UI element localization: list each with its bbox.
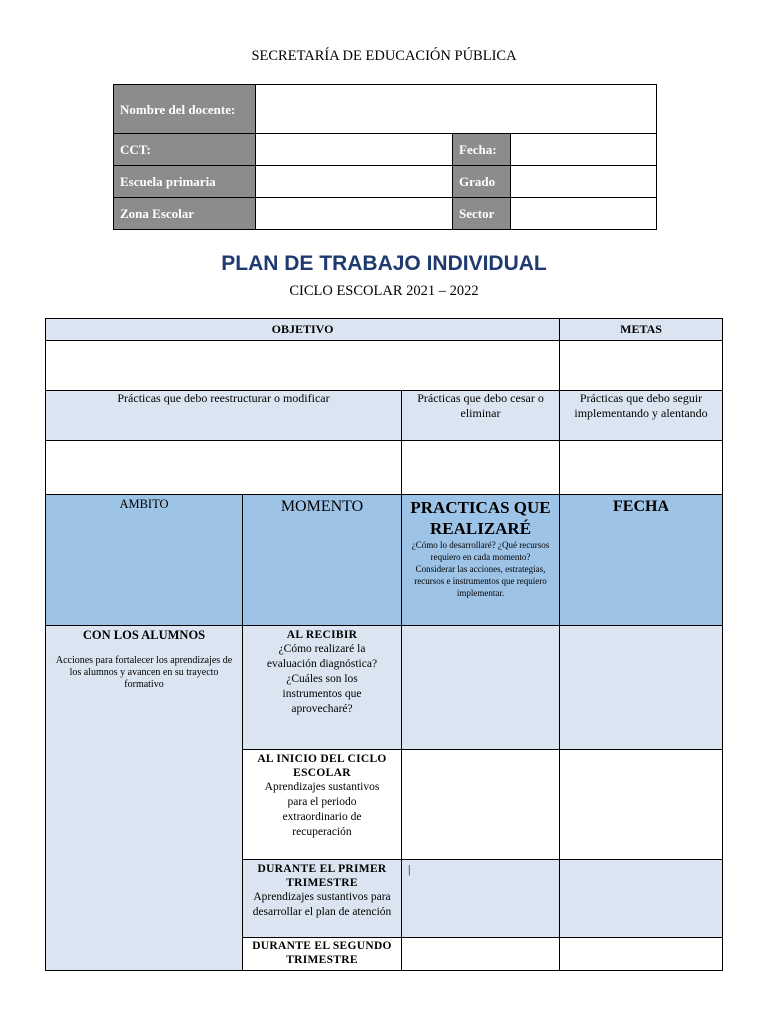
- practicas-note: ¿Cómo lo desarrollaré? ¿Qué recursos requiero en cada momento? Considerar las acciones, estrategias, recursos e instrumentos que requiero implementar.: [411, 540, 550, 598]
- reestructurar-header: Prácticas que debo reestructurar o modificar: [46, 391, 402, 441]
- metas-header: METAS: [560, 319, 723, 341]
- momento-header: MOMENTO: [243, 495, 402, 626]
- mom3-title: DURANTE EL PRIMER TRIMESTRE: [257, 863, 387, 889]
- cct-label: CCT:: [114, 134, 256, 166]
- nombre-label: Nombre del docente:: [114, 85, 256, 134]
- practicas-field-2[interactable]: [402, 750, 560, 860]
- fecha-field[interactable]: [511, 134, 657, 166]
- reestructurar-field[interactable]: [46, 441, 402, 495]
- fecha-field-1[interactable]: [560, 626, 723, 750]
- cct-field[interactable]: [256, 134, 453, 166]
- ciclo-escolar: CICLO ESCOLAR 2021 – 2022: [289, 283, 479, 299]
- fecha-field-3[interactable]: [560, 860, 723, 938]
- plan-table: [45, 318, 723, 971]
- zona-label: Zona Escolar: [114, 198, 256, 230]
- fecha-label: Fecha:: [453, 134, 511, 166]
- mom3-desc: Aprendizajes sustantivos para desarrollar el plan de atención: [252, 891, 392, 918]
- plan-title: PLAN DE TRABAJO INDIVIDUAL: [221, 252, 547, 275]
- sector-field[interactable]: [511, 198, 657, 230]
- objetivo-header: OBJETIVO: [46, 319, 560, 341]
- alumnos-desc: Acciones para fortalecer los aprendizajes de los alumnos y avancen en su trayecto formativo: [55, 655, 233, 690]
- text-cursor: |: [408, 862, 411, 876]
- grado-field[interactable]: [511, 166, 657, 198]
- alumnos-cell: [46, 626, 243, 971]
- momento-primer-trimestre: [243, 860, 402, 938]
- practicas-field-4[interactable]: [402, 938, 560, 971]
- sector-label: Sector: [453, 198, 511, 230]
- objetivo-field[interactable]: [46, 341, 560, 391]
- page-title: SECRETARÍA DE EDUCACIÓN PÚBLICA: [251, 48, 517, 64]
- seguir-header: Prácticas que debo seguir implementando y alentando: [560, 391, 723, 441]
- fecha-field-2[interactable]: [560, 750, 723, 860]
- cesar-field[interactable]: [402, 441, 560, 495]
- nombre-field[interactable]: [256, 85, 657, 134]
- mom2-title: AL INICIO DEL CICLO ESCOLAR: [257, 753, 387, 779]
- mom1-desc: ¿Cómo realizaré la evaluación diagnóstica? ¿Cuáles son los instrumentos que aprovecharé?: [266, 643, 378, 715]
- mom1-title: AL RECIBIR: [286, 629, 358, 641]
- grado-label: Grado: [453, 166, 511, 198]
- teacher-info-table: [113, 84, 657, 230]
- mom2-desc: Aprendizajes sustantivos para el periodo extraordinario de recuperación: [264, 781, 380, 838]
- seguir-field[interactable]: [560, 441, 723, 495]
- escuela-field[interactable]: [256, 166, 453, 198]
- escuela-label: Escuela primaria: [114, 166, 256, 198]
- mom4-title: DURANTE EL SEGUNDO TRIMESTRE: [252, 940, 392, 966]
- momento-al-recibir: [243, 626, 402, 750]
- momento-segundo-trimestre: [243, 938, 402, 971]
- ambito-header: AMBITO: [46, 495, 243, 626]
- fecha-field-4[interactable]: [560, 938, 723, 971]
- metas-field[interactable]: [560, 341, 723, 391]
- momento-inicio-ciclo: [243, 750, 402, 860]
- cesar-header: Prácticas que debo cesar o eliminar: [402, 391, 560, 441]
- practicas-field-3[interactable]: [402, 860, 560, 938]
- zona-field[interactable]: [256, 198, 453, 230]
- alumnos-title: CON LOS ALUMNOS: [82, 628, 206, 642]
- practicas-header: [402, 495, 560, 626]
- fecha-header: FECHA: [560, 495, 723, 626]
- practicas-title: PRACTICAS QUE REALIZARÉ: [410, 498, 551, 538]
- practicas-field-1[interactable]: [402, 626, 560, 750]
